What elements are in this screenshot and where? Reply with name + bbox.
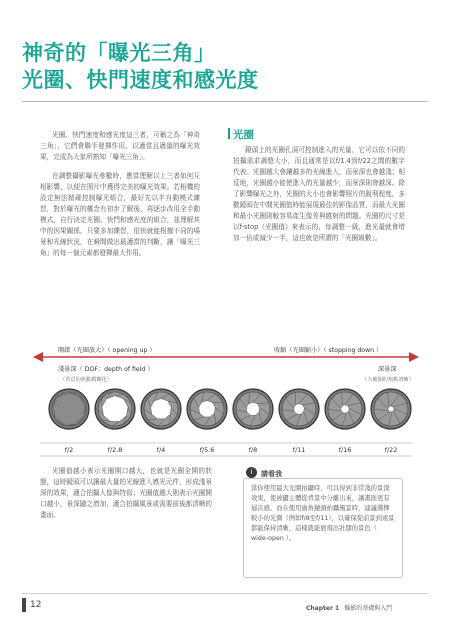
aperture-icon <box>279 389 319 429</box>
aperture-icon <box>49 389 89 429</box>
stop-down-label: 收縮（光圈縮小）（ stopping down ） <box>274 347 383 354</box>
footer-divider <box>22 593 428 594</box>
page-number-marker <box>22 598 26 612</box>
running-head <box>306 603 392 612</box>
note-box <box>243 478 403 578</box>
aperture-opening <box>151 398 172 418</box>
title-line-1: 神奇的「曝光三角」 <box>22 41 216 65</box>
f-stop-label: f/16 <box>338 446 352 454</box>
shallow-dof-sub: （背景的焦點模糊化） <box>60 377 112 383</box>
diagram-arrow-left <box>33 352 43 362</box>
page-number: 12 <box>30 600 42 610</box>
left-paragraph-1: 光圈、快門速度和感光度這三者，可稱之為「神奇三角」，它們會聯手發揮作用，以適當且適量的曝光效果，完成為大家所熟知「曝光三角」。 <box>40 131 200 161</box>
open-up-label: 開啟（光圈放大）（ opening up ） <box>58 347 156 354</box>
aperture-opening <box>246 402 259 415</box>
aperture-opening <box>199 401 216 417</box>
aperture-opening <box>341 405 349 413</box>
info-icon: i <box>246 467 257 478</box>
bottom-column-text: 光圈值越小表示光圈開口越大，也就是光圈全開的狀態，這時鏡頭可以讓最大量的光線進入感光元件，形成淺景深的效果，適合拍攝人像與特寫；光圈值越大則表示光圈開口越小，景深隨之增加，適合拍攝風景或需要前後都清晰的畫面。 <box>40 467 212 519</box>
aperture-icon <box>187 389 227 429</box>
f-stop-label: f/2.8 <box>107 446 123 454</box>
running-head-title: 攝影的基礎與入門 <box>344 605 393 612</box>
left-paragraph-2: 在調整攝影曝光參數時，應當理解以上三者如何互相影響，以便在照片中獲得完美的曝光效果。若相機的設定無法精確控制曝光組合，最好先以半自動模式練習，對於曝光的概念有初步了解後，再逐步改用全手動模式，自行決定光圈、快門和感光度的組合，並理解其中的因果關係。只要多加練習，很快就能根據不同的場景和光線狀況，在瞬間做出最適當的判斷，讓「曝光三角」的每一個元素都發揮最大作用。 <box>40 172 200 257</box>
shallow-dof-label: 淺景深（ DOF：depth of field ） <box>58 366 154 373</box>
deep-dof-label: 深景深 <box>378 366 397 373</box>
aperture-row <box>49 389 411 429</box>
right-column-text: 鏡頭上的光圈孔洞可控制進入的光量，它可以依不同的拍攝需求調整大小，而且通常是以f/1.4到f/22之間的數字代表。光圈越大會讓越多的光線進入，而景深也會越淺；相反地，光圈越小能使進入的光量越少，而景深則會越深。除了影響曝光之外，光圈的大小也會影響照片的銳利程度，多數鏡頭在中間光圈值時能展現最佳的影像品質，而最大光圈和最小光圈則較容易產生像差與繞射的問題。光圈的尺寸是以f-stop（光圈值）來表示的，每調整一級，進光量就會增加一倍或減少一半，這也就是所謂的「光圈級數」。 <box>233 146 405 242</box>
aperture-icon <box>141 389 181 429</box>
aperture-opening <box>102 396 128 422</box>
aperture-opening <box>294 404 305 415</box>
f-stop-label: f/2 <box>64 446 74 454</box>
title-line-2: 光圈、快門速度和感光度 <box>22 68 259 92</box>
f-stop-label: f/8 <box>248 446 258 454</box>
aperture-icon <box>95 389 135 429</box>
deep-dof-sub: （大範圍的焦點清晰） <box>362 377 414 383</box>
section-heading-aperture: 光圈 <box>233 129 254 141</box>
diagram-arrow-right <box>409 352 419 362</box>
note-title: 請看我 <box>258 469 285 479</box>
running-head-chapter: Chapter 1 <box>306 605 340 612</box>
aperture-icon <box>325 389 365 429</box>
f-stop-label: f/22 <box>384 446 398 454</box>
f-stop-label: f/5.6 <box>199 446 215 454</box>
f-stop-label: f/4 <box>156 446 166 454</box>
stop-labels <box>65 446 398 454</box>
f-stop-label: f/11 <box>292 446 306 454</box>
aperture-icon <box>371 389 411 429</box>
aperture-icon <box>233 389 273 429</box>
note-text: 當你使用最大光圈拍攝時，可以得到非常淺的景深效果，使被攝主體從背景中分離出來，讓畫面更有層次感。而在使用廣角鏡頭拍攝風景時，建議選擇較小的光圈（例如f/8至f/11），以確保從前景到遠景都能保持清晰，這樣就能展現出壯闊的景色（ wide-open ）。 <box>251 485 395 542</box>
